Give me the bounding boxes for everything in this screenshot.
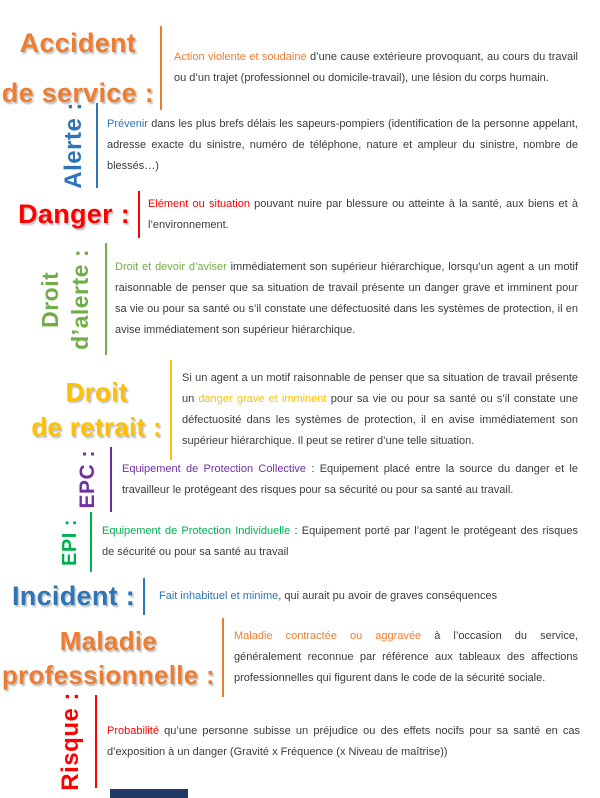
definition-rest: , qui aurait pu avoir de graves conséquences xyxy=(278,590,498,602)
definition-rest: : Equipement porté par l’agent le protégeant des risques de sécurité ou pour sa santé au travail xyxy=(102,525,578,558)
term-droit-de-retrait xyxy=(31,375,162,445)
term-line: Maladie xyxy=(59,625,158,656)
definition-text xyxy=(107,114,578,177)
term-line: Danger : xyxy=(18,199,130,229)
entry-droit-de-retrait xyxy=(0,360,600,460)
term-line: EPI : xyxy=(59,518,81,566)
term-line: Risque : xyxy=(57,692,84,791)
term-alerte xyxy=(60,102,88,189)
definition-lead: Maladie contractée ou aggravée xyxy=(234,630,422,642)
definition-rest: pouvant nuire par blessure ou atteinte à la santé, aux biens et à l’environnement. xyxy=(148,197,578,231)
term-line: de retrait : xyxy=(31,412,162,442)
term-cell xyxy=(0,375,170,445)
entry-danger xyxy=(0,191,600,238)
definition-text xyxy=(148,194,578,236)
definition-block xyxy=(222,618,578,697)
definition-text xyxy=(234,626,578,689)
definition-text xyxy=(102,521,578,563)
entry-droit-d-alerte xyxy=(0,243,600,355)
definition-rest: d’une cause extérieure provoquant, au cours du travail ou d’un trajet (professionnel ou domicile-travail), une lésion du corps humain. xyxy=(174,51,578,84)
definition-block xyxy=(138,191,578,238)
term-cell xyxy=(0,624,222,692)
term-line: Droit xyxy=(65,377,128,407)
entry-accident-de-service xyxy=(0,26,600,110)
term-line: d’alerte : xyxy=(67,248,93,350)
definition-lead: Fait inhabituel et minime xyxy=(159,590,279,602)
term-droit-d-alerte xyxy=(35,249,95,350)
definition-text xyxy=(115,257,578,341)
definition-text xyxy=(159,586,578,607)
term-line: Alerte : xyxy=(60,102,87,189)
term-epc xyxy=(76,450,100,509)
term-cell xyxy=(0,581,143,612)
definition-lead: Probabilité xyxy=(107,724,159,737)
term-line: Accident xyxy=(19,28,137,58)
term-epi xyxy=(59,519,82,566)
definition-text xyxy=(174,47,578,89)
term-cell xyxy=(0,450,110,509)
term-incident xyxy=(12,581,135,612)
definition-pre: Si un agent a un motif raisonnable de penser que sa situation de travail présente un xyxy=(182,372,578,405)
definition-lead: Prévenir xyxy=(107,118,148,130)
definition-block xyxy=(110,447,578,512)
entry-epi xyxy=(0,512,600,572)
term-cell xyxy=(0,102,96,189)
entry-risque xyxy=(0,692,600,791)
definition-rest: qu’une personne subisse un préjudice ou des effets nocifs pour sa santé en cas d’exposition à un danger (Gravité x Fréquence (x Niveau de maîtrise)) xyxy=(107,724,580,758)
term-risque xyxy=(57,692,85,791)
definition-lead: Action violente et soudaine xyxy=(174,51,307,63)
term-line: de service : xyxy=(1,78,154,108)
definition-block xyxy=(105,243,578,355)
definition-rest: pour sa vie ou pour sa santé ou s’il constate une défectuosité dans les systèmes de protection, il en avise immédiatement son supérieur hiérarchique. Il peut se retirer d’une telle situation. xyxy=(182,393,578,447)
definition-rest: : Equipement placé entre la source du danger et le travailleur le protégeant des risques pour sa sécurité ou pour sa santé au travail. xyxy=(122,462,578,496)
entry-maladie-professionnelle xyxy=(0,618,600,697)
definition-rest: à l’occasion du service, généralement reconnue par référence aux tableaux des affections professionnelles qui figurent dans le code de la sécurité sociale. xyxy=(234,630,578,684)
definition-block xyxy=(160,26,578,110)
definition-text xyxy=(107,721,580,763)
definition-block xyxy=(170,360,578,460)
term-cell xyxy=(0,519,90,566)
definition-text xyxy=(122,459,578,501)
definition-rest: dans les plus brefs délais les sapeurs-pompiers (identification de la personne appelant, adresse exacte du sinistre, numéro de téléphone, nature et ampleur du sinistre, nombre de blessés…) xyxy=(107,118,578,172)
term-maladie-professionnelle xyxy=(2,624,215,692)
entry-alerte xyxy=(0,103,600,188)
term-line: Droit xyxy=(37,270,63,328)
definition-lead: Droit et devoir d’aviser xyxy=(115,261,227,273)
definition-lead: Equipement de Protection Collective xyxy=(122,462,307,475)
entry-epc xyxy=(0,447,600,512)
definition-lead: Equipement de Protection Individuelle xyxy=(102,525,291,537)
next-page-edge-bar xyxy=(110,789,188,798)
definition-rest: immédiatement son supérieur hiérarchique, lorsqu’un agent a un motif raisonnable de penser que sa situation de travail présente un danger grave et imminent pour sa vie ou pour sa santé ou s’il constate une défectuosité dans les systèmes de protection, il en avise immédiatement son supérieur hiérarchique. xyxy=(115,261,578,336)
definition-block xyxy=(95,695,580,788)
definition-lead: Elément ou situation xyxy=(148,197,250,210)
term-danger xyxy=(18,199,130,230)
term-cell xyxy=(0,249,105,350)
entry-incident xyxy=(0,578,600,615)
term-line: professionnelle : xyxy=(1,659,215,690)
term-cell xyxy=(0,692,95,791)
definition-block xyxy=(96,103,578,188)
term-line: EPC : xyxy=(76,450,99,509)
definition-lead: danger grave et imminent xyxy=(198,393,327,405)
term-line: Incident : xyxy=(12,581,135,611)
definition-block xyxy=(143,578,578,615)
definition-text xyxy=(182,368,578,452)
definition-block xyxy=(90,512,578,572)
term-cell xyxy=(0,199,138,230)
